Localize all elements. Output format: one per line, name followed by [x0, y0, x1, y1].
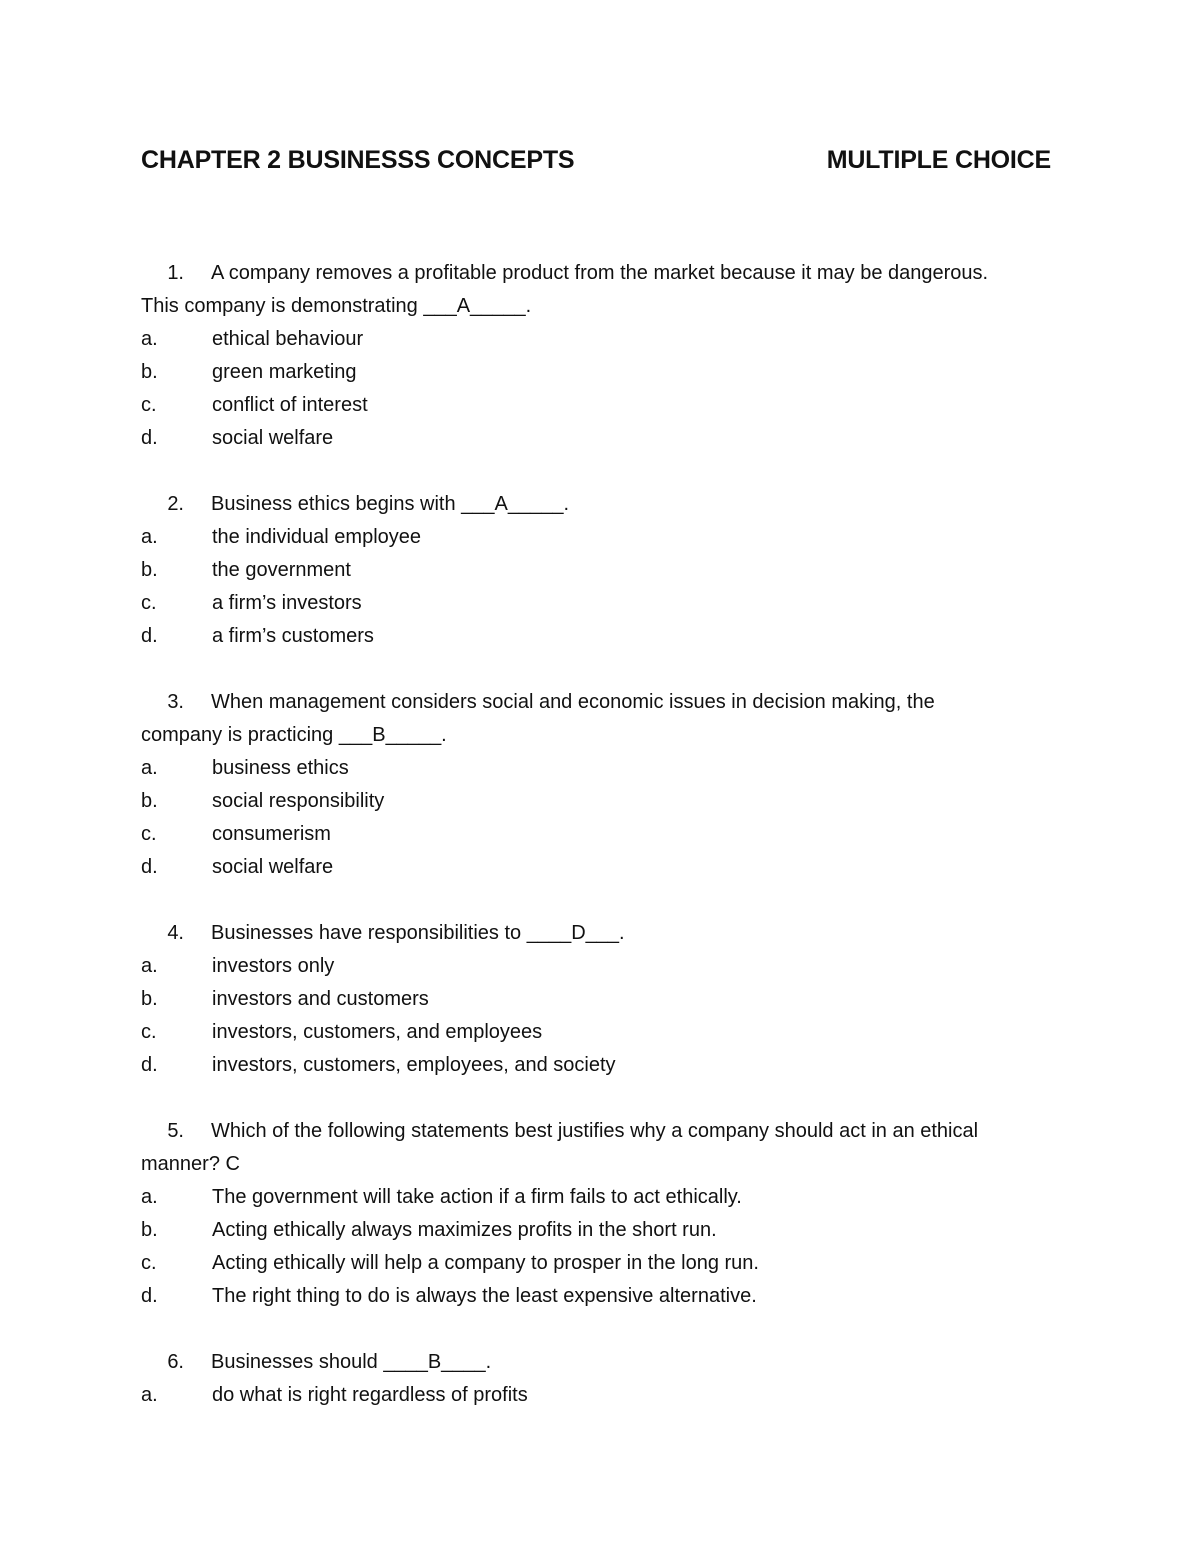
question-number: 5.	[167, 1120, 184, 1142]
option-text: The government will take action if a firm fails to act ethically.	[212, 1186, 742, 1208]
document-header	[141, 146, 1051, 182]
option-a	[141, 1181, 1061, 1214]
option-text: green marketing	[212, 361, 357, 383]
option-letter: b.	[141, 1219, 158, 1241]
option-text: the individual employee	[212, 526, 422, 548]
option-d	[141, 851, 1061, 884]
option-letter: d.	[141, 856, 158, 878]
question-stem-line	[141, 1346, 1061, 1379]
question-stem-line	[141, 917, 1061, 950]
option-letter: d.	[141, 625, 158, 647]
question-list	[141, 257, 1061, 1445]
option-a	[141, 323, 1061, 356]
option-text: a firm’s investors	[212, 592, 362, 614]
question-stem-line	[141, 257, 1061, 290]
option-b	[141, 356, 1061, 389]
option-c	[141, 1016, 1061, 1049]
option-text: social responsibility	[212, 790, 385, 812]
option-letter: d.	[141, 427, 158, 449]
question-number: 4.	[167, 922, 184, 944]
question-text: Businesses should ____B____.	[211, 1351, 492, 1373]
question-continuation: This company is demonstrating ___A_____.	[141, 295, 532, 317]
option-letter: c.	[141, 823, 157, 845]
option-a	[141, 521, 1061, 554]
option-text: investors only	[212, 955, 335, 977]
option-text: social welfare	[212, 856, 334, 878]
option-text: social welfare	[212, 427, 334, 449]
option-letter: c.	[141, 394, 157, 416]
chapter-title: CHAPTER 2 BUSINESSS CONCEPTS	[141, 146, 575, 174]
question-text: Businesses have responsibilities to ____D___.	[211, 922, 625, 944]
question-text: Business ethics begins with ___A_____.	[211, 493, 570, 515]
question-text: When management considers social and economic issues in decision making, the	[211, 691, 935, 713]
option-text: The right thing to do is always the least expensive alternative.	[212, 1285, 757, 1307]
option-b	[141, 785, 1061, 818]
option-letter: d.	[141, 1285, 158, 1307]
option-letter: a.	[141, 955, 158, 977]
option-b	[141, 554, 1061, 587]
option-letter: a.	[141, 1384, 158, 1406]
question-stem-line	[141, 686, 1061, 719]
option-text: investors, customers, employees, and society	[212, 1054, 616, 1076]
question-number: 1.	[167, 262, 184, 284]
option-d	[141, 620, 1061, 653]
option-text: conflict of interest	[212, 394, 368, 416]
question-text: Which of the following statements best justifies why a company should act in an ethical	[211, 1120, 979, 1142]
option-d	[141, 422, 1061, 455]
option-text: investors, customers, and employees	[212, 1021, 543, 1043]
option-c	[141, 818, 1061, 851]
question-stem-line	[141, 488, 1061, 521]
question-continuation: company is practicing ___B_____.	[141, 724, 447, 746]
question-2	[141, 488, 1061, 653]
option-b	[141, 1214, 1061, 1247]
option-letter: c.	[141, 1252, 157, 1274]
section-type-title: MULTIPLE CHOICE	[826, 146, 1051, 174]
option-letter: a.	[141, 328, 158, 350]
question-text: A company removes a profitable product from the market because it may be dangerous.	[211, 262, 989, 284]
option-c	[141, 587, 1061, 620]
option-text: Acting ethically will help a company to prosper in the long run.	[212, 1252, 759, 1274]
option-letter: b.	[141, 559, 158, 581]
option-letter: a.	[141, 526, 158, 548]
question-number: 3.	[167, 691, 184, 713]
question-stem-line	[141, 1115, 1061, 1148]
option-letter: b.	[141, 988, 158, 1010]
option-text: ethical behaviour	[212, 328, 364, 350]
option-letter: c.	[141, 592, 157, 614]
option-text: consumerism	[212, 823, 331, 845]
option-letter: b.	[141, 790, 158, 812]
option-letter: a.	[141, 1186, 158, 1208]
option-text: Acting ethically always maximizes profits in the short run.	[212, 1219, 717, 1241]
option-text: do what is right regardless of profits	[212, 1384, 528, 1406]
question-number: 6.	[167, 1351, 184, 1373]
question-continuation: manner? C	[141, 1153, 240, 1175]
option-letter: c.	[141, 1021, 157, 1043]
option-a	[141, 752, 1061, 785]
option-c	[141, 389, 1061, 422]
option-text: investors and customers	[212, 988, 429, 1010]
question-5	[141, 1115, 1061, 1313]
option-text: the government	[212, 559, 351, 581]
question-3	[141, 686, 1061, 884]
option-d	[141, 1280, 1061, 1313]
question-number: 2.	[167, 493, 184, 515]
question-1	[141, 257, 1061, 455]
option-c	[141, 1247, 1061, 1280]
option-d	[141, 1049, 1061, 1082]
option-letter: b.	[141, 361, 158, 383]
question-6	[141, 1346, 1061, 1412]
option-a	[141, 950, 1061, 983]
option-letter: d.	[141, 1054, 158, 1076]
option-b	[141, 983, 1061, 1016]
option-text: business ethics	[212, 757, 349, 779]
option-text: a firm’s customers	[212, 625, 374, 647]
option-a	[141, 1379, 1061, 1412]
option-letter: a.	[141, 757, 158, 779]
question-4	[141, 917, 1061, 1082]
